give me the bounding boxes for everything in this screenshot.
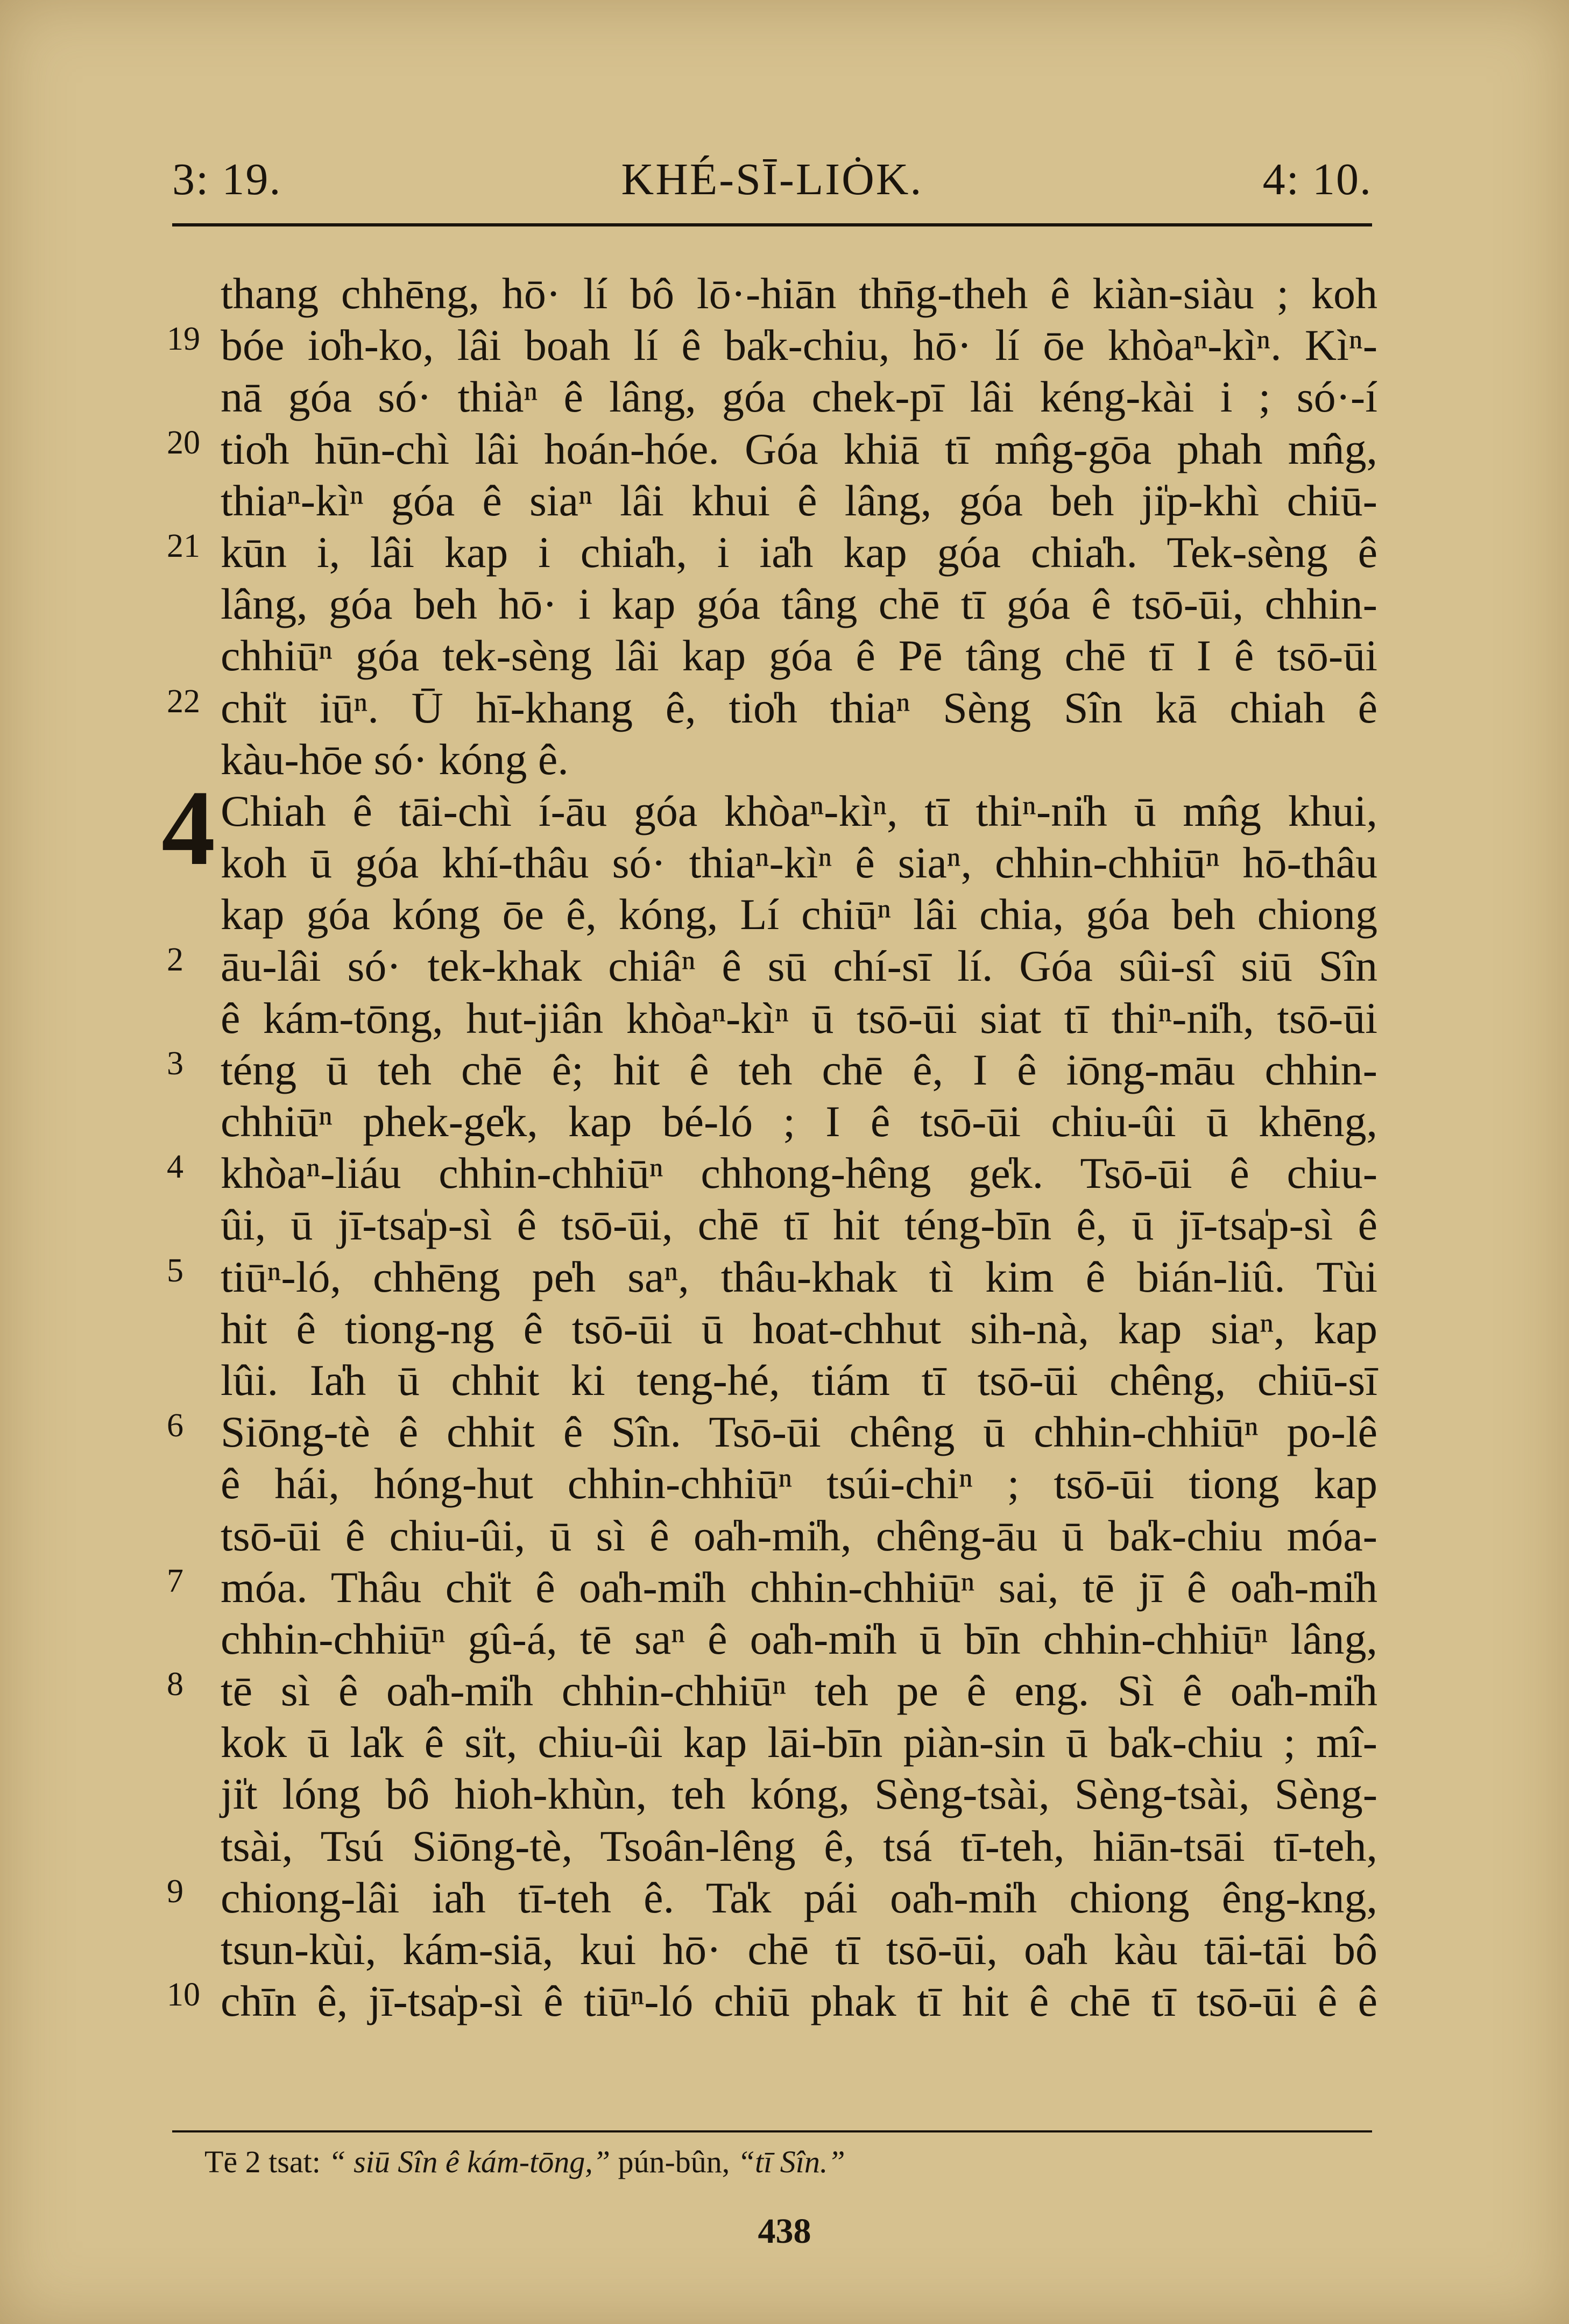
text-line [156, 940, 1377, 992]
text-line [156, 837, 1377, 889]
line-text: āu-lâi só· tek-khak chiâⁿ ê sū chí-sī lí. Góa sûi-sî siū Sîn [221, 941, 1377, 991]
verse-number: 2 [167, 941, 183, 979]
footnote-quote-2: “tī Sîn.” [737, 2144, 845, 2179]
text-line [156, 1665, 1377, 1717]
text-line [156, 734, 1377, 785]
chapter-number: 4 [161, 768, 215, 888]
header-ref-right: 4: 10. [1262, 154, 1372, 204]
header-rule [172, 223, 1372, 226]
header-ref-left: 3: 19. [172, 154, 282, 204]
text-line [156, 993, 1377, 1044]
text-line [156, 682, 1377, 734]
line-text: thiaⁿ-kìⁿ góa ê siaⁿ lâi khui ê lâng, góa beh ji̍p-khì chiū- [221, 476, 1377, 525]
line-text: hit ê tiong-ng ê tsō-ūi ū hoat-chhut sih-nà, kap siaⁿ, kap [221, 1303, 1377, 1353]
line-text: ûi, ū jī-tsa̍p-sì ê tsō-ūi, chē tī hit téng-bīn ê, ū jī-tsa̍p-sì ê [221, 1200, 1377, 1250]
text-line [156, 1406, 1377, 1458]
line-text: bóe io̍h-ko, lâi boah lí ê ba̍k-chiu, hō· lí ōe khòaⁿ-kìⁿ. Kìⁿ- [221, 321, 1377, 370]
line-text: chhiūⁿ phek-ge̍k, kap bé-ló ; I ê tsō-ūi chiu-ûi ū khēng, [221, 1097, 1377, 1146]
line-text: lûi. Ia̍h ū chhit ki teng-hé, tiám tī tsō-ūi chêng, chiū-sī [221, 1355, 1377, 1405]
line-text: Chiah ê tāi-chì í-āu góa khòaⁿ-kìⁿ, tī thiⁿ-ni̍h ū mn̂g khui, [221, 786, 1377, 835]
text-line [156, 1303, 1377, 1355]
text-line [156, 1458, 1377, 1510]
verse-number: 8 [167, 1666, 183, 1703]
verse-number: 22 [167, 683, 200, 720]
line-text: nā góa só· thiàⁿ ê lâng, góa chek-pī lâi kéng-kài i ; só·-í [221, 372, 1377, 422]
line-text: ê kám-tōng, hut-jiân khòaⁿ-kìⁿ ū tsō-ūi siat tī thiⁿ-ni̍h, tsō-ūi [221, 993, 1377, 1043]
text-line [156, 1562, 1377, 1613]
verse-number: 3 [167, 1045, 183, 1082]
verse-number: 9 [167, 1873, 183, 1910]
text-line [156, 1924, 1377, 1975]
verse-number: 5 [167, 1252, 183, 1289]
text-line [156, 1199, 1377, 1251]
verse-number: 7 [167, 1562, 183, 1599]
line-text: lâng, góa beh hō· i kap góa tâng chē tī góa ê tsō-ūi, chhin- [221, 579, 1377, 629]
line-text: ê hái, hóng-hut chhin-chhiūⁿ tsúi-chiⁿ ; tsō-ūi tiong kap [221, 1459, 1377, 1508]
line-text: thang chhēng, hō· lí bô lō·-hiān thn̄g-theh ê kiàn-siàu ; koh [221, 269, 1377, 318]
text-line [156, 371, 1377, 423]
line-text: tio̍h hūn-chì lâi hoán-hóe. Góa khiā tī mn̂g-gōa phah mn̂g, [221, 424, 1377, 473]
line-text: téng ū teh chē ê; hit ê teh chē ê, I ê iōng-māu chhin- [221, 1045, 1377, 1094]
text-line [156, 423, 1377, 475]
running-header [172, 153, 1372, 212]
text-line [156, 527, 1377, 578]
text-line [156, 475, 1377, 527]
verse-number: 19 [167, 321, 200, 358]
footnote-rule [172, 2130, 1372, 2132]
text-line [156, 268, 1377, 320]
line-text: tsun-kùi, kám-siā, kui hō· chē tī tsō-ūi, oa̍h kàu tāi-tāi bô [221, 1925, 1377, 1974]
verse-number: 6 [167, 1407, 183, 1444]
line-text: chiong-lâi ia̍h tī-teh ê. Ta̍k pái oa̍h-mi̍h chiong êng-kng, [221, 1873, 1377, 1922]
line-text: tsō-ūi ê chiu-ûi, ū sì ê oa̍h-mi̍h, chêng-āu ū ba̍k-chiu móa- [221, 1511, 1377, 1560]
line-text: Siōng-tè ê chhit ê Sîn. Tsō-ūi chêng ū chhin-chhiūⁿ po-lê [221, 1407, 1377, 1457]
line-text: ji̍t lóng bô hioh-khùn, teh kóng, Sèng-tsài, Sèng-tsài, Sèng- [221, 1769, 1377, 1819]
line-text: móa. Thâu chi̍t ê oa̍h-mi̍h chhin-chhiūⁿ sai, tē jī ê oa̍h-mi̍h [221, 1562, 1377, 1612]
line-text: kap góa kóng ōe ê, kóng, Lí chiūⁿ lâi chia, góa beh chiong [221, 890, 1377, 939]
text-line [156, 1613, 1377, 1665]
text-line [156, 1147, 1377, 1199]
text-line [156, 1251, 1377, 1303]
text-line [156, 630, 1377, 682]
line-text: chhin-chhiūⁿ gû-á, tē saⁿ ê oa̍h-mi̍h ū bīn chhin-chhiūⁿ lâng, [221, 1614, 1377, 1663]
line-text: koh ū góa khí-thâu só· thiaⁿ-kìⁿ ê siaⁿ, chhin-chhiūⁿ hō-thâu [221, 838, 1377, 888]
text-line [156, 1355, 1377, 1406]
page-number: 438 [758, 2212, 811, 2251]
line-text: chi̍t iūⁿ. Ū hī-khang ê, tio̍h thiaⁿ Sèng Sîn kā chiah ê [221, 683, 1377, 732]
text-line [156, 1975, 1377, 2027]
text-line [156, 889, 1377, 940]
line-text: khòaⁿ-liáu chhin-chhiūⁿ chhong-hêng ge̍k. Tsō-ūi ê chiu- [221, 1149, 1377, 1198]
line-text: kok ū la̍k ê si̍t, chiu-ûi kap lāi-bīn piàn-sin ū ba̍k-chiu ; mî- [221, 1718, 1377, 1767]
verse-number: 20 [167, 424, 200, 461]
line-text: kūn i, lâi kap i chia̍h, i ia̍h kap góa chia̍h. Tek-sèng ê [221, 527, 1377, 577]
text-line [156, 578, 1377, 630]
text-line [156, 1768, 1377, 1820]
text-line [156, 1044, 1377, 1096]
text-line [156, 1510, 1377, 1562]
footnote-middle: pún-bûn, [618, 2144, 738, 2179]
text-line [156, 1820, 1377, 1872]
footnote-label: Tē 2 tsat: [204, 2144, 321, 2179]
footnote [204, 2144, 1334, 2180]
line-text: tiūⁿ-ló, chhēng pe̍h saⁿ, thâu-khak tì kim ê bián-liû. Tùi [221, 1252, 1377, 1301]
line-text: tsài, Tsú Siōng-tè, Tsoân-lêng ê, tsá tī-teh, hiān-tsāi tī-teh, [221, 1821, 1377, 1870]
verse-number: 4 [167, 1149, 183, 1186]
text-line [156, 1872, 1377, 1924]
header-title: KHÉ-SĪ-LIȮK. [621, 154, 923, 204]
text-line [156, 320, 1377, 371]
body-text [156, 268, 1377, 2027]
line-text: chīn ê, jī-tsa̍p-sì ê tiūⁿ-ló chiū phak tī hit ê chē tī tsō-ūi ê ê [221, 1976, 1377, 2026]
verse-number: 10 [167, 1976, 200, 2014]
text-line [156, 1096, 1377, 1147]
footnote-quote-1: “ siū Sîn ê kám-tōng,” [328, 2144, 610, 2179]
line-text: chhiūⁿ góa tek-sèng lâi kap góa ê Pē tâng chē tī I ê tsō-ūi [221, 631, 1377, 681]
text-line [156, 1717, 1377, 1768]
line-text: kàu-hōe só· kóng ê. [221, 734, 569, 784]
line-text: tē sì ê oa̍h-mi̍h chhin-chhiūⁿ teh pe ê eng. Sì ê oa̍h-mi̍h [221, 1666, 1377, 1716]
verse-number: 21 [167, 527, 200, 564]
